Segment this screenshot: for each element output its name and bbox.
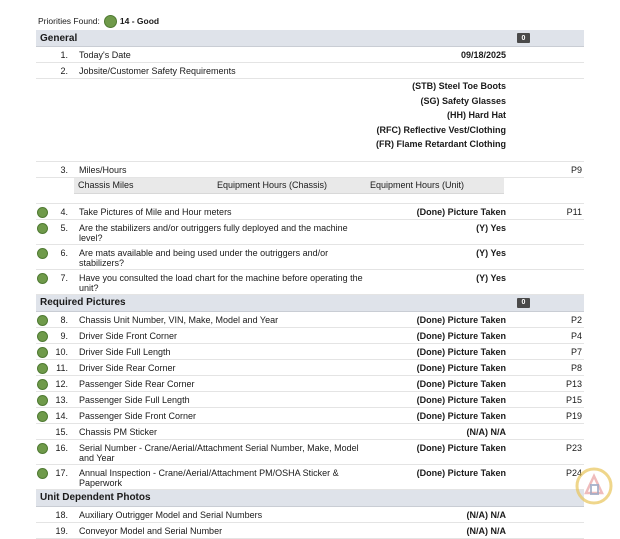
checklist-row	[36, 245, 584, 270]
priority-dot-icon	[37, 363, 48, 374]
priority-dot-icon	[37, 273, 48, 284]
photo-reference-link[interactable]: P24	[565, 467, 582, 478]
section-header	[36, 295, 584, 312]
item-number: 6.	[60, 247, 68, 258]
checklist-row	[36, 204, 584, 220]
item-question: Auxiliary Outrigger Model and Serial Numbers	[79, 509, 263, 520]
item-answer: (Done) Picture Taken	[416, 378, 506, 389]
checklist-row	[36, 376, 584, 392]
checklist-row	[36, 47, 584, 63]
item-number: 16.	[55, 442, 68, 453]
priority-dot-icon	[37, 395, 48, 406]
safety-requirement-label: (HH) Hard Hat	[446, 110, 506, 120]
item-question: Driver Side Full Length	[79, 346, 171, 357]
checklist-row	[36, 344, 584, 360]
item-number: 15.	[55, 426, 68, 437]
section-title: General	[40, 32, 78, 44]
checklist-row	[36, 507, 584, 523]
item-number: 2.	[60, 66, 68, 76]
item-answer: (Y) Yes	[476, 222, 506, 233]
checklist-row	[36, 440, 584, 465]
priority-dot-icon	[37, 347, 48, 358]
item-question: Passenger Side Rear Corner	[79, 378, 195, 389]
priority-dot-icon	[37, 468, 48, 479]
item-answer: (Done) Picture Taken	[416, 467, 506, 478]
item-number: 3.	[60, 164, 68, 175]
item-question: Jobsite/Customer Safety Requirements	[79, 66, 236, 76]
item-number: 5.	[60, 222, 68, 233]
photo-reference-link[interactable]: P15	[565, 394, 582, 405]
safety-requirement-label: (FR) Flame Retardant Clothing	[376, 139, 506, 149]
item-answer: (Done) Picture Taken	[416, 442, 506, 453]
section-title: Unit Dependent Photos	[40, 492, 151, 503]
item-answer: (N/A) N/A	[466, 509, 506, 520]
priorities-label: Priorities Found:	[38, 16, 100, 26]
item-question: Have you consulted the load chart for the machine before operating the unit?	[79, 272, 363, 293]
item-number: 10.	[55, 346, 68, 357]
checklist-row	[36, 424, 584, 440]
miles-hours-column-label: Equipment Hours (Unit)	[370, 179, 465, 190]
item-number: 11.	[56, 362, 68, 373]
priorities-summary	[38, 15, 159, 27]
item-number: 13.	[55, 394, 68, 405]
item-number: 17.	[55, 467, 68, 478]
checklist-row	[36, 63, 584, 79]
item-answer: (N/A) N/A	[466, 426, 506, 437]
item-answer: (Done) Picture Taken	[416, 330, 506, 341]
safety-requirement-item	[36, 123, 584, 138]
photo-reference-link[interactable]: P23	[565, 442, 582, 453]
photo-reference-link[interactable]: P4	[570, 330, 582, 341]
photo-reference-link[interactable]: P2	[570, 314, 582, 325]
miles-hours-column-label: Equipment Hours (Chassis)	[217, 179, 328, 190]
item-number: 7.	[60, 272, 68, 283]
checklist-row	[36, 408, 584, 424]
item-answer: (Done) Picture Taken	[416, 362, 506, 373]
section-badge[interactable]: 0	[517, 298, 530, 308]
item-number: 12.	[55, 378, 68, 389]
row-spacer	[36, 194, 584, 204]
section-header	[36, 490, 584, 507]
item-question: Today's Date	[79, 50, 131, 60]
photo-reference-link[interactable]: P7	[570, 346, 582, 357]
photo-reference-link[interactable]: P13	[565, 378, 582, 389]
safety-requirement-item	[36, 137, 584, 152]
watermark-logo-icon	[574, 466, 614, 506]
item-number: 19.	[55, 525, 68, 536]
item-number: 18.	[55, 509, 68, 520]
item-answer: (Y) Yes	[476, 272, 506, 283]
item-question: Driver Side Rear Corner	[79, 362, 176, 373]
checklist-row	[36, 523, 584, 539]
safety-requirement-label: (RFC) Reflective Vest/Clothing	[376, 124, 506, 135]
safety-requirement-item	[36, 79, 584, 94]
item-answer: (Y) Yes	[476, 247, 506, 258]
status-dot-icon	[104, 15, 117, 28]
miles-hours-column-label: Chassis Miles	[78, 179, 134, 190]
item-question: Chassis PM Sticker	[79, 426, 158, 437]
item-number: 9.	[60, 330, 68, 341]
checklist-row	[36, 360, 584, 376]
item-answer: (N/A) N/A	[466, 525, 506, 536]
priority-dot-icon	[37, 315, 48, 326]
item-question: Are the stabilizers and/or outriggers fully deployed and the machine level?	[79, 222, 348, 243]
photo-reference-link[interactable]: P9	[570, 164, 582, 175]
item-number: 4.	[60, 206, 68, 217]
item-answer: (Done) Picture Taken	[416, 206, 506, 217]
priority-dot-icon	[37, 223, 48, 234]
section-title: Required Pictures	[40, 297, 126, 308]
item-question: Annual Inspection - Crane/Aerial/Attachment PM/OSHA Sticker & Paperwork	[79, 467, 339, 488]
checklist-row	[36, 392, 584, 408]
priority-dot-icon	[37, 411, 48, 422]
row-spacer	[36, 152, 584, 162]
checklist-row	[36, 328, 584, 344]
inspection-report	[36, 30, 584, 539]
item-question: Serial Number - Crane/Aerial/Attachment Serial Number, Make, Model and Year	[79, 442, 359, 463]
item-answer: (Done) Picture Taken	[416, 394, 506, 405]
item-number: 14.	[55, 410, 68, 421]
safety-requirement-label: (SG) Safety Glasses	[420, 95, 506, 106]
photo-reference-link[interactable]: P11	[566, 206, 582, 217]
item-question: Are mats available and being used under the outriggers and/or stabilizers?	[79, 247, 329, 268]
checklist-row	[36, 312, 584, 328]
item-question: Miles/Hours	[79, 164, 127, 175]
priority-dot-icon	[37, 207, 48, 218]
item-question: Take Pictures of Mile and Hour meters	[79, 206, 232, 217]
item-question: Passenger Side Full Length	[79, 394, 190, 405]
priorities-value: 14 - Good	[119, 16, 160, 26]
checklist-row	[36, 465, 584, 490]
section-badge[interactable]: 0	[517, 33, 530, 43]
photo-reference-link[interactable]: P8	[570, 362, 582, 373]
item-answer: (Done) Picture Taken	[416, 410, 506, 421]
safety-requirement-item	[36, 108, 584, 123]
item-answer: 09/18/2025	[460, 50, 506, 60]
priority-dot-icon	[37, 331, 48, 342]
priority-dot-icon	[37, 248, 48, 259]
item-number: 1.	[60, 50, 68, 60]
safety-requirement-item	[36, 94, 584, 109]
section-header	[36, 30, 584, 47]
priority-dot-icon	[37, 379, 48, 390]
miles-hours-header	[74, 178, 504, 194]
item-question: Conveyor Model and Serial Number	[79, 525, 223, 536]
safety-requirement-label: (STB) Steel Toe Boots	[412, 81, 506, 91]
checklist-row	[36, 162, 584, 178]
item-answer: (Done) Picture Taken	[416, 314, 506, 325]
checklist-row	[36, 270, 584, 295]
item-question: Chassis Unit Number, VIN, Make, Model and Year	[79, 314, 279, 325]
priority-dot-icon	[37, 443, 48, 454]
checklist-row	[36, 220, 584, 245]
item-question: Passenger Side Front Corner	[79, 410, 197, 421]
item-question: Driver Side Front Corner	[79, 330, 178, 341]
item-answer: (Done) Picture Taken	[416, 346, 506, 357]
item-number: 8.	[60, 314, 68, 325]
photo-reference-link[interactable]: P19	[565, 410, 582, 421]
